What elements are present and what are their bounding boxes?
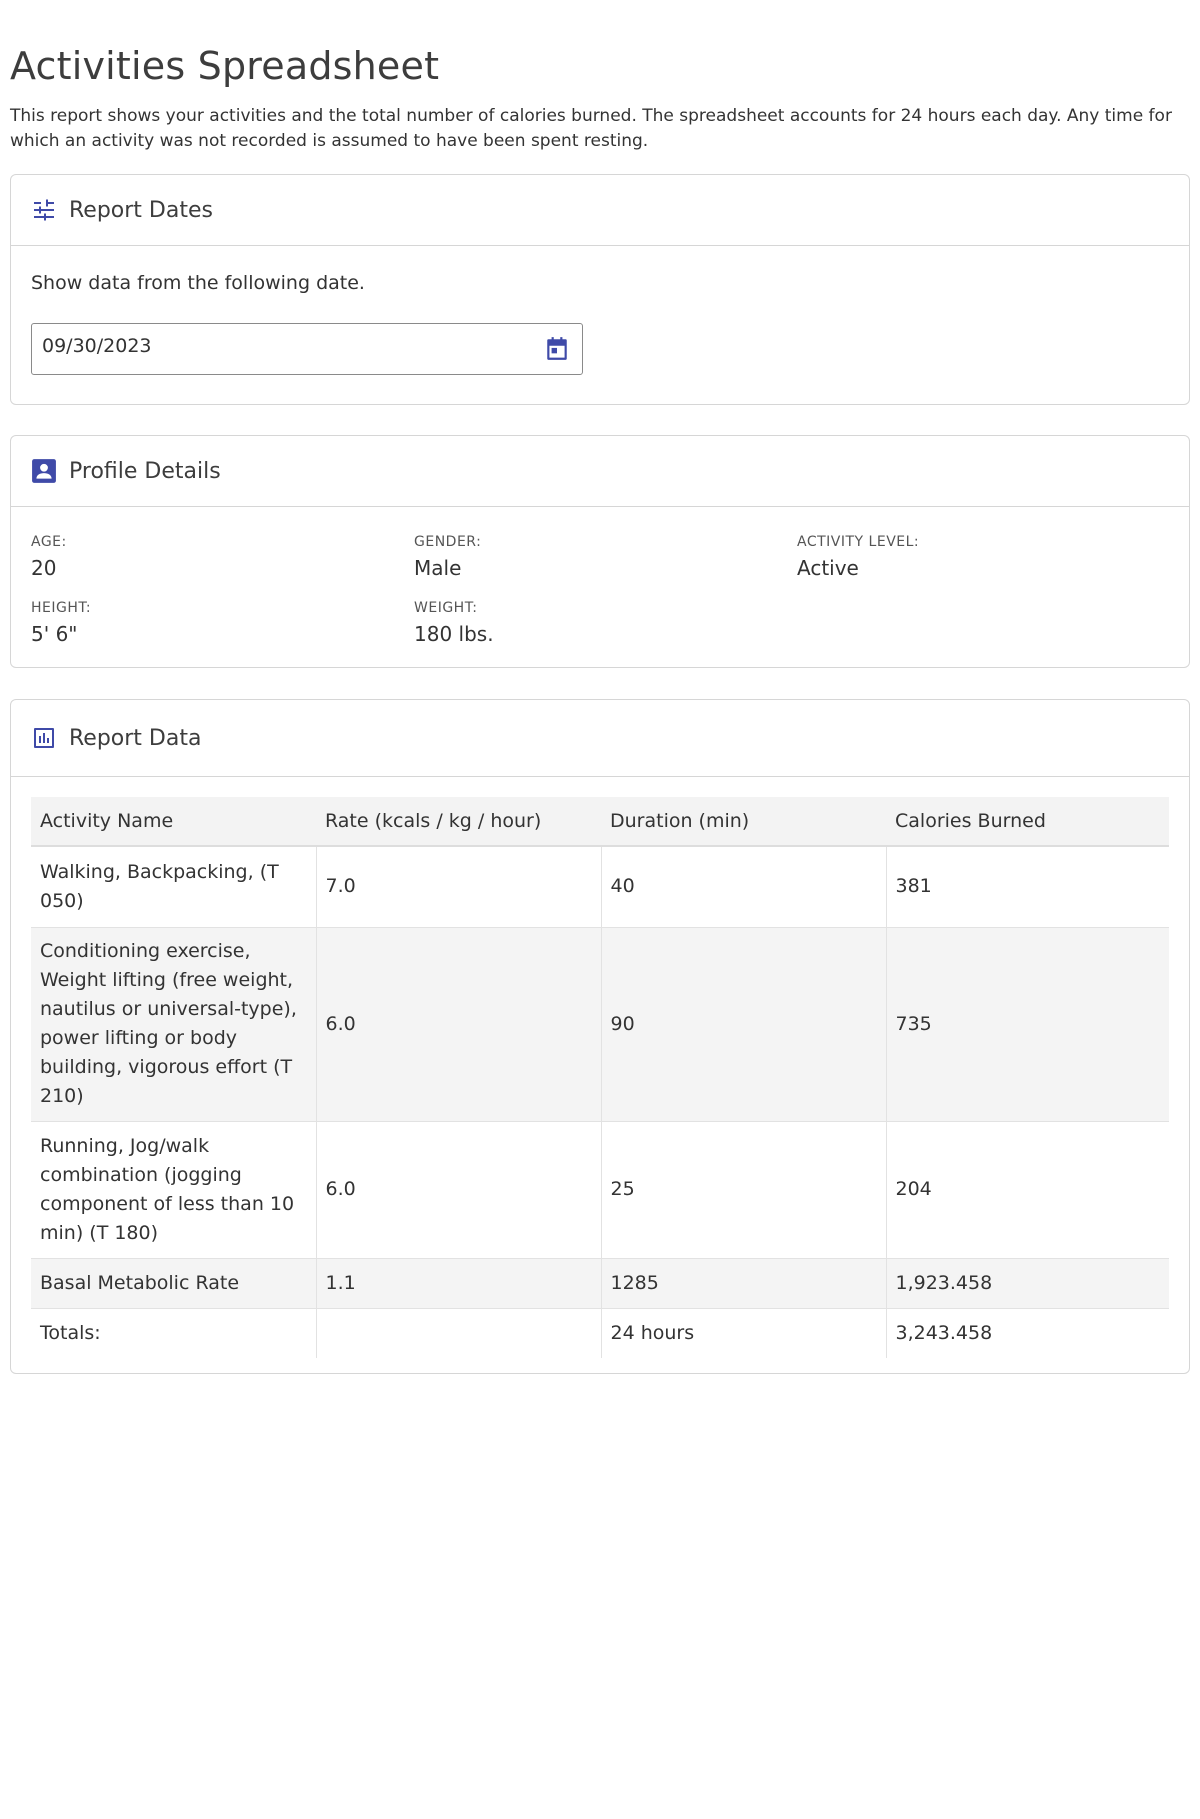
weight-label: WEIGHT: (414, 600, 478, 616)
bar-chart-icon (31, 725, 57, 751)
cell-duration: 25 (601, 1121, 886, 1258)
age-label: AGE: (31, 534, 67, 550)
age-value: 20 (31, 556, 57, 580)
date-instruction: Show data from the following date. (31, 272, 365, 294)
cell-duration: 40 (601, 846, 886, 927)
report-data-body (11, 777, 1189, 1358)
profile-field-height (31, 599, 414, 646)
totals-row (31, 1308, 1169, 1358)
date-input[interactable] (31, 323, 583, 375)
column-header-duration: Duration (min) (601, 797, 886, 846)
gender-label: GENDER: (414, 534, 482, 550)
table-row (31, 1121, 1169, 1258)
height-label: HEIGHT: (31, 600, 92, 616)
page-intro: This report shows your activities and the total number of calories burned. The spreadsheet accounts for 24 hours each day. Any time for which an activity was not recorded is assumed to have been spent resting. (10, 106, 1172, 151)
profile-field-weight (414, 599, 797, 646)
column-header-rate: Rate (kcals / kg / hour) (316, 797, 601, 846)
report-data-title: Report Data (69, 725, 202, 751)
totals-rate (316, 1308, 601, 1358)
page-title: Activities Spreadsheet (10, 44, 440, 88)
cell-activity-name: Running, Jog/walk combination (jogging component of less than 10 min) (T 180) (31, 1121, 316, 1258)
report-data-card (10, 699, 1190, 1374)
table-header-row (31, 797, 1169, 846)
cell-activity-name: Basal Metabolic Rate (31, 1258, 316, 1308)
cell-duration: 1285 (601, 1258, 886, 1308)
profile-details-header (11, 436, 1189, 507)
cell-rate: 6.0 (316, 1121, 601, 1258)
profile-details-body (11, 507, 1189, 646)
cell-activity-name: Walking, Backpacking, (T 050) (31, 846, 316, 927)
activities-table (31, 797, 1169, 1358)
cell-activity-name: Conditioning exercise, Weight lifting (free weight, nautilus or universal-type), power lifting or body building, vigorous effort (T 210) (31, 927, 316, 1121)
report-dates-title: Report Dates (69, 197, 213, 223)
cell-duration: 90 (601, 927, 886, 1121)
sliders-icon (31, 197, 57, 223)
totals-duration: 24 hours (601, 1308, 886, 1358)
profile-field-age (31, 533, 414, 580)
report-dates-card (10, 174, 1190, 405)
profile-field-gender (414, 533, 797, 580)
profile-details-title: Profile Details (69, 458, 221, 484)
cell-calories: 1,923.458 (886, 1258, 1169, 1308)
report-dates-header (11, 175, 1189, 246)
table-row (31, 846, 1169, 927)
cell-rate: 7.0 (316, 846, 601, 927)
gender-value: Male (414, 556, 462, 580)
cell-rate: 1.1 (316, 1258, 601, 1308)
height-value: 5' 6" (31, 622, 78, 646)
date-value[interactable]: 09/30/2023 (42, 335, 152, 357)
column-header-activity-name: Activity Name (31, 797, 316, 846)
table-row (31, 1258, 1169, 1308)
profile-field-activity-level (797, 533, 1180, 580)
calendar-icon[interactable] (544, 336, 570, 362)
table-row (31, 927, 1169, 1121)
totals-label: Totals: (40, 1321, 101, 1344)
activity-level-label: ACTIVITY LEVEL: (797, 534, 920, 550)
report-data-header (11, 700, 1189, 777)
cell-calories: 735 (886, 927, 1169, 1121)
cell-rate: 6.0 (316, 927, 601, 1121)
person-badge-icon (31, 458, 57, 484)
cell-calories: 204 (886, 1121, 1169, 1258)
totals-calories: 3,243.458 (886, 1308, 1169, 1358)
report-dates-body (11, 246, 1189, 375)
cell-calories: 381 (886, 846, 1169, 927)
profile-details-card (10, 435, 1190, 668)
column-header-calories: Calories Burned (886, 797, 1169, 846)
activity-level-value: Active (797, 556, 859, 580)
weight-value: 180 lbs. (414, 622, 494, 646)
